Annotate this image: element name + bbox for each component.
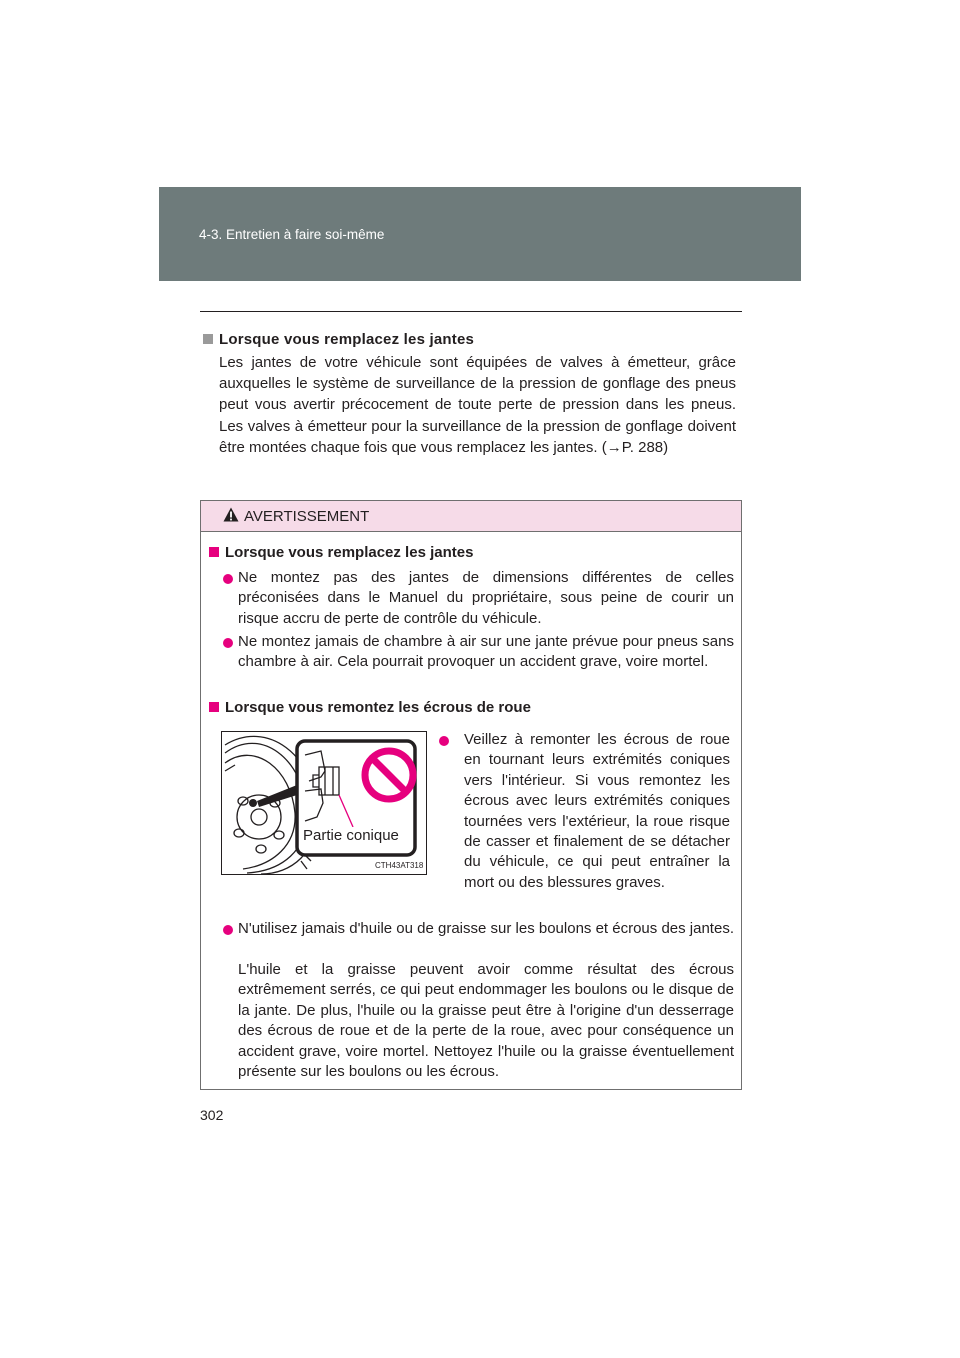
warning-title: AVERTISSEMENT [244,508,370,525]
warning-bullet-3: Veillez à remonter les écrous de roue en tournant leurs extrémités coniques vers l'intérieur. Si vous remontez les écrous avec leurs extrémités coniques tournées vers l'extérieur, la roue risque de casser et finalement de se détacher du véhicule, ce qui peut entraîner la mort ou des blessures graves. [464,731,730,891]
intro-body: Les jantes de votre véhicule sont équipées de valves à émetteur, grâce auxquelles le système de surveillance de la pression de gonflage des pneus peut vous avertir précocement de toute perte de pression dans les pneus. Les valves à émetteur pour la surveillance de la pression de gonflage doivent être montées chaque fois que vous remplacez les jantes. (→P. 288) [219,354,736,456]
warning-bullet-4: N'utilisez jamais d'huile ou de graisse sur les boulons et écrous des jantes. [238,920,734,937]
bullet-dot-icon [223,925,233,935]
intro-heading-text: Lorsque vous remplacez les jantes [219,331,475,348]
warning-bullet-4-detail: L'huile et la graisse peuvent avoir comme résultat des écrous extrêmement serrés, ce qui peut endommager les boulons ou le disque de la jante. De plus, l'huile ou la graisse peut être à l'origine d'un desserrage des écrous de roue et de la perte de la roue, avec pour conséquence un accident grave, voire mortel. Nettoyez l'huile ou la graisse éventuellement présente sur les boulons ou les écrous. [238,961,734,1081]
header-bar [159,187,801,281]
warning-box [200,500,742,1090]
warning-header [201,501,741,532]
wheel-nut-illustration [221,731,427,875]
warning-heading-2 [209,699,531,716]
warning-heading-1 [209,544,473,561]
square-bullet-icon [209,547,219,557]
warning-heading-1-text: Lorsque vous remplacez les jantes [225,544,474,561]
page-number: 302 [200,1107,224,1123]
section-title: 4-3. Entretien à faire soi-même [199,227,385,242]
warning-bullet-1: Ne montez pas des jantes de dimensions différentes de celles préconisées dans le Manuel du propriétaire, sous peine de courir un risque accru de perte de contrôle du véhicule. [238,569,734,627]
wheel-drawing [221,731,427,875]
illustration-label: Partie conique [303,827,399,844]
warning-triangle-icon [223,507,239,522]
square-bullet-icon [203,334,213,344]
bullet-dot-icon [223,574,233,584]
divider [200,311,742,312]
intro-heading [203,331,474,348]
square-bullet-icon [209,702,219,712]
illustration-code: CTH43AT318 [375,861,424,870]
bullet-dot-icon [439,736,449,746]
warning-bullet-2: Ne montez jamais de chambre à air sur une jante prévue pour pneus sans chambre à air. Cela pourrait provoquer un accident grave, voire mortel. [238,633,734,671]
bullet-dot-icon [223,638,233,648]
warning-heading-2-text: Lorsque vous remontez les écrous de roue [225,699,531,716]
